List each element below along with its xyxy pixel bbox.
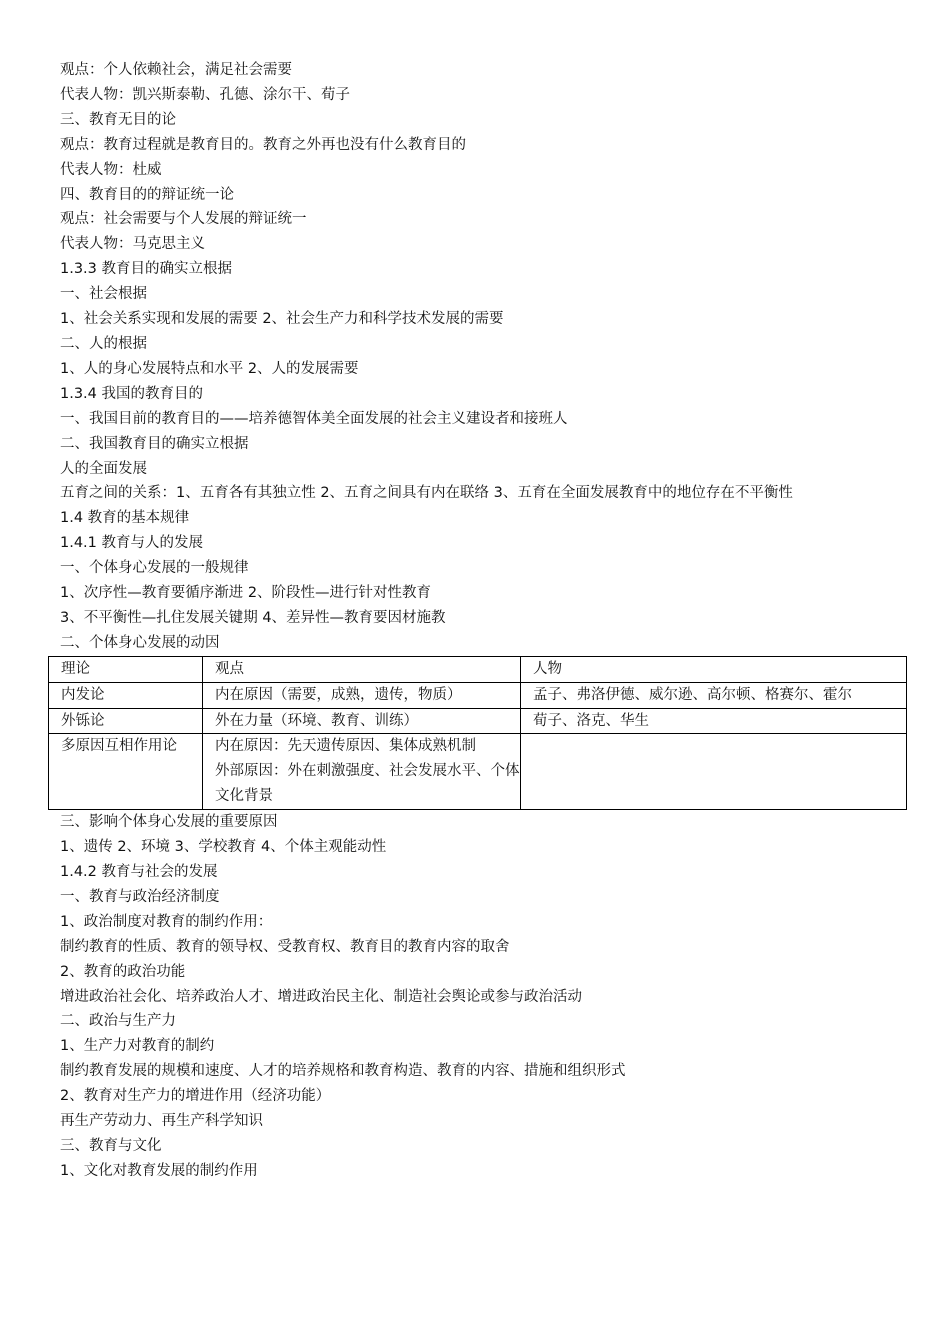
text-line: 五育之间的关系：1、五育各有其独立性 2、五育之间具有内在联络 3、五育在全面发展教育中的地位存在不平衡性 (60, 485, 793, 502)
section-before-table (60, 58, 910, 656)
heading-line: 一、个体身心发展的一般规律 (60, 560, 249, 577)
document-page (60, 58, 910, 1184)
section-heading: 1.4.1 教育与人的发展 (60, 535, 204, 552)
text-line: 1、社会关系实现和发展的需要 2、社会生产力和科学技术发展的需要 (60, 311, 504, 328)
text-line: 制约教育发展的规模和速度、人才的培养规格和教育构造、教育的内容、措施和组织形式 (60, 1063, 626, 1080)
people-cell: 荀子、洛克、华生 (521, 708, 907, 734)
view-cell-line: 外部原因：外在刺激强度、社会发展水平、个体文化背景 (215, 763, 520, 805)
heading-line: 三、教育与文化 (60, 1137, 162, 1154)
text-line: 一、我国目前的教育目的——培养德智体美全面发展的社会主义建设者和接班人 (60, 410, 568, 427)
section-heading: 1.3.4 我国的教育目的 (60, 385, 204, 402)
table-row (49, 682, 907, 708)
theory-cell: 内发论 (49, 682, 203, 708)
text-line: 观点：社会需要与个人发展的辩证统一 (60, 211, 307, 228)
section-after-table (60, 810, 910, 1184)
heading-line: 二、政治与生产力 (60, 1013, 176, 1030)
section-heading: 1.3.3 教育目的确实立根据 (60, 261, 233, 278)
text-line: 代表人物：马克思主义 (60, 236, 205, 253)
people-cell (521, 734, 907, 810)
heading-line: 二、个体身心发展的动因 (60, 634, 220, 651)
heading-line: 一、社会根据 (60, 286, 147, 303)
people-cell: 孟子、弗洛伊德、威尔逊、高尔顿、格赛尔、霍尔 (521, 682, 907, 708)
theory-cell: 外铄论 (49, 708, 203, 734)
development-motive-table (48, 656, 907, 810)
table-header-cell: 理论 (49, 656, 203, 682)
text-line: 再生产劳动力、再生产科学知识 (60, 1113, 263, 1130)
heading-line: 二、人的根据 (60, 335, 147, 352)
heading-line: 三、影响个体身心发展的重要原因 (60, 814, 278, 831)
text-line: 1、生产力对教育的制约 (60, 1038, 215, 1055)
text-line: 人的全面发展 (60, 460, 147, 477)
text-line: 2、教育的政治功能 (60, 963, 186, 980)
text-line: 1、政治制度对教育的制约作用： (60, 913, 273, 930)
text-line: 增进政治社会化、培养政治人才、增进政治民主化、制造社会舆论或参与政治活动 (60, 988, 582, 1005)
text-line: 1、人的身心发展特点和水平 2、人的发展需要 (60, 360, 359, 377)
text-line: 3、不平衡性—扎住发展关键期 4、差异性—教育要因材施教 (60, 609, 446, 626)
text-line: 代表人物：杜威 (60, 161, 162, 178)
heading-line: 三、教育无目的论 (60, 111, 176, 128)
table-header-row (49, 656, 907, 682)
theory-cell: 多原因互相作用论 (49, 734, 203, 810)
text-line: 观点：个人依赖社会，满足社会需要 (60, 62, 292, 78)
section-heading: 1.4 教育的基本规律 (60, 510, 190, 527)
text-line: 1、遗传 2、环境 3、学校教育 4、个体主观能动性 (60, 839, 387, 856)
view-cell: 内在原因（需要，成熟，遗传，物质） (203, 682, 521, 708)
view-cell (203, 734, 521, 810)
heading-line: 四、教育目的的辩证统一论 (60, 186, 234, 203)
heading-line: 二、我国教育目的确实立根据 (60, 435, 249, 452)
table-row (49, 734, 907, 810)
table-header-cell: 人物 (521, 656, 907, 682)
text-line: 代表人物：凯兴斯泰勒、孔德、涂尔干、荀子 (60, 86, 350, 103)
table-row (49, 708, 907, 734)
text-line: 1、次序性—教育要循序渐进 2、阶段性—进行针对性教育 (60, 585, 432, 602)
text-line: 1、文化对教育发展的制约作用 (60, 1162, 258, 1179)
table-header-cell: 观点 (203, 656, 521, 682)
section-heading: 1.4.2 教育与社会的发展 (60, 864, 218, 880)
heading-line: 一、教育与政治经济制度 (60, 888, 220, 905)
text-line: 观点：教育过程就是教育目的。教育之外再也没有什么教育目的 (60, 136, 466, 153)
view-cell: 外在力量（环境、教育、训练） (203, 708, 521, 734)
view-cell-line: 内在原因：先天遗传原因、集体成熟机制 (215, 738, 476, 755)
text-line: 制约教育的性质、教育的领导权、受教育权、教育目的教育内容的取舍 (60, 938, 510, 955)
text-line: 2、教育对生产力的增进作用（经济功能） (60, 1088, 331, 1105)
